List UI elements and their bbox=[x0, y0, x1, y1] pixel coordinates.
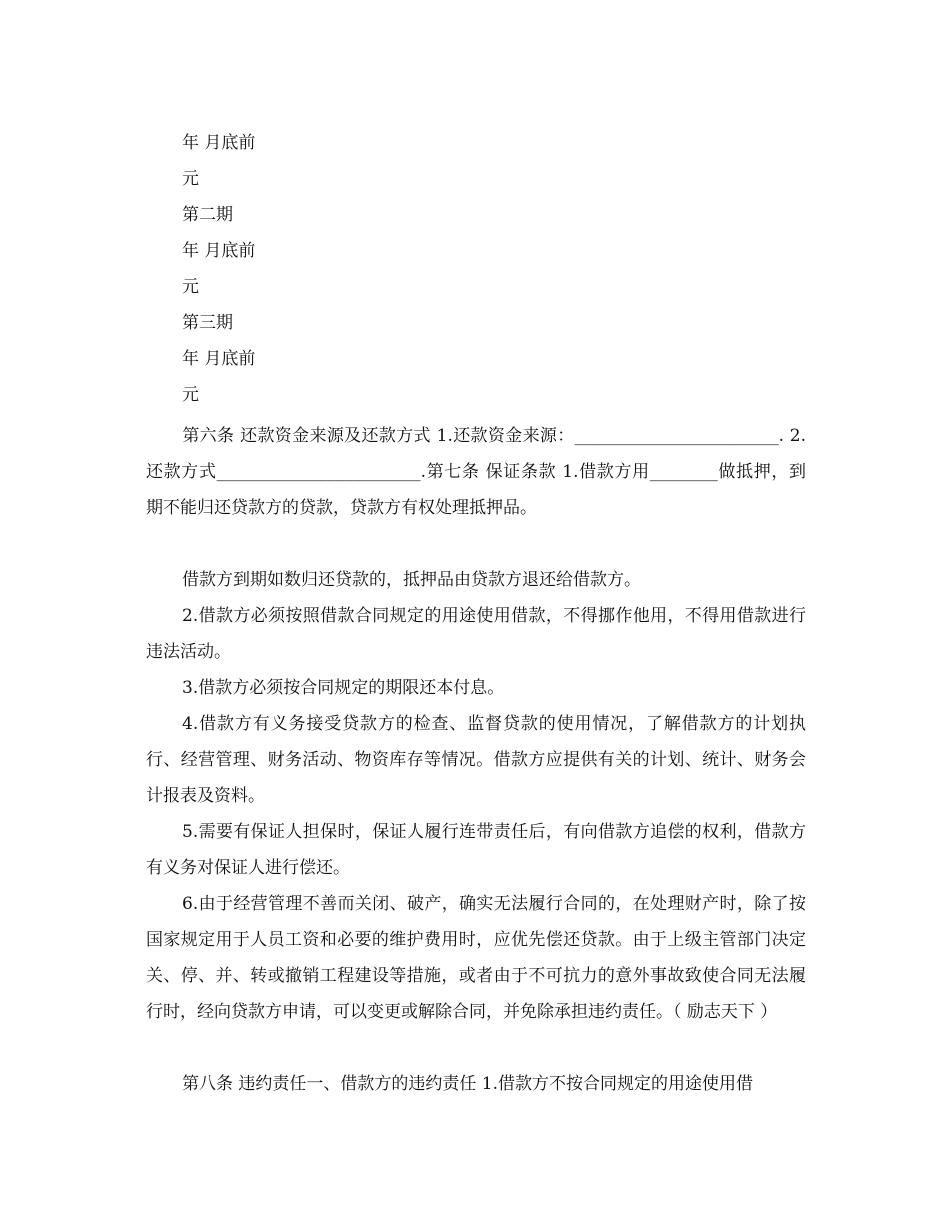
clause-4-paragraph bbox=[146, 706, 806, 814]
schedule-line: 元 bbox=[182, 169, 199, 189]
schedule-line: 年 月底前 bbox=[182, 133, 256, 153]
paragraph-text: 借款方到期如数归还贷款的，抵押品由贷款方退还给借款方。 bbox=[182, 570, 641, 590]
paragraph-text: 2.借款方必须按照借款合同规定的用途使用借款，不得挪作他用，不得用借款进行违法活动。 bbox=[146, 606, 806, 662]
paragraph-text: 3.借款方必须按合同规定的期限还本付息。 bbox=[182, 678, 505, 698]
schedule-line: 年 月底前 bbox=[182, 349, 256, 369]
clause-3-paragraph bbox=[146, 670, 806, 706]
clause-5-paragraph bbox=[146, 814, 806, 886]
paragraph-text: 5.需要有保证人担保时，保证人履行连带责任后，有向借款方追偿的权利，借款方有义务对保证人进行偿还。 bbox=[146, 822, 806, 878]
paragraph-text: 4.借款方有义务接受贷款方的检查、监督贷款的使用情况，了解借款方的计划执行、经营管理、财务活动、物资库存等情况。借款方应提供有关的计划、统计、财务会计报表及资料。 bbox=[146, 714, 806, 806]
collateral-return-paragraph bbox=[146, 562, 806, 598]
clause-6-paragraph bbox=[146, 886, 806, 1030]
schedule-line: 第二期 bbox=[182, 205, 233, 225]
schedule-line: 元 bbox=[182, 277, 199, 297]
article-6-7-paragraph bbox=[146, 418, 806, 526]
schedule-line: 元 bbox=[182, 385, 199, 405]
article-8-paragraph bbox=[146, 1066, 806, 1102]
schedule-line: 第三期 bbox=[182, 313, 233, 333]
schedule-line: 年 月底前 bbox=[182, 241, 256, 261]
paragraph-text: 6.由于经营管理不善而关闭、破产，确实无法履行合同的，在处理财产时，除了按国家规定用于人员工资和必要的维护费用时，应优先偿还贷款。由于上级主管部门决定关、停、并、转或撤销工程建设等措施，或者由于不可抗力的意外事故致使合同无法履行时，经向贷款方申请，可以变更或解除合同，并免除承担违约责任。（ 励志天下 ） bbox=[146, 894, 806, 1022]
clause-2-paragraph bbox=[146, 598, 806, 670]
paragraph-text: 第六条 还款资金来源及还款方式 1.还款资金来源：________________________. 2.还款方式________________________.第七条 保证条款 1.借款方用________做抵押，到期不能归还贷款方的贷款，贷款方有权处理抵押品。 bbox=[146, 426, 806, 518]
paragraph-text: 第八条 违约责任一、借款方的违约责任 1.借款方不按合同规定的用途使用借 bbox=[182, 1074, 754, 1094]
